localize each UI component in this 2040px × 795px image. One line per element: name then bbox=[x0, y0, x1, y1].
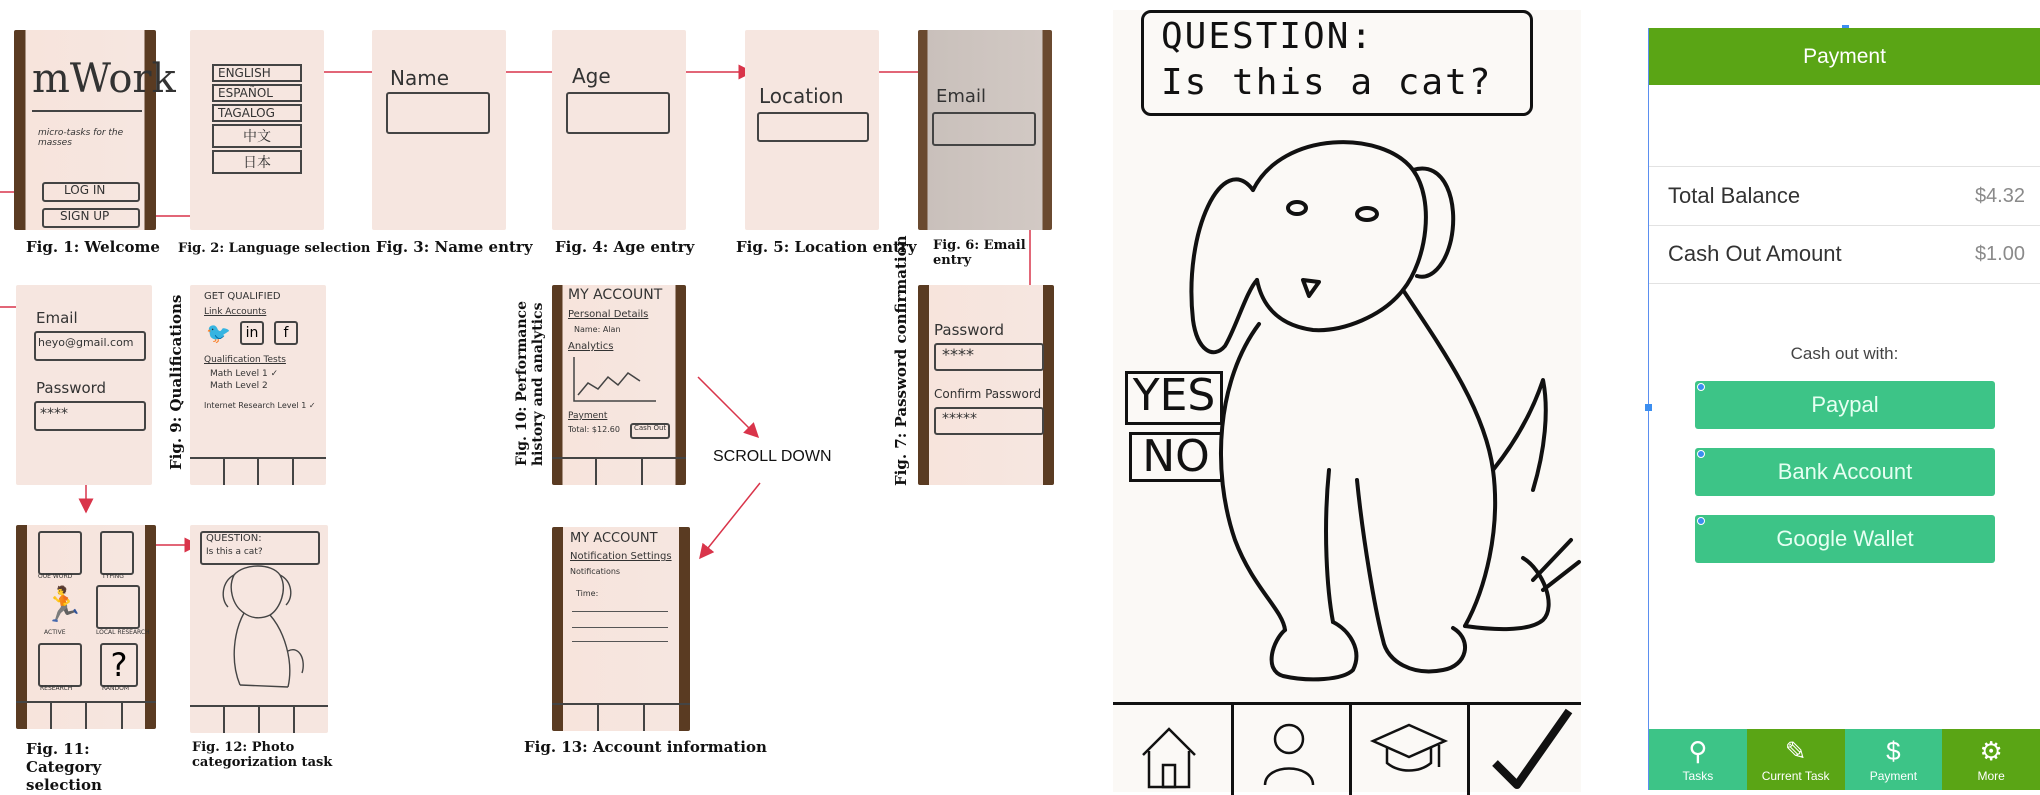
fig7-caption: Fig. 7: Password confirmation bbox=[892, 235, 910, 486]
fig10-account-sketch: MY ACCOUNT Personal Details Name: Alan Analytics Payment Total: $12.60 Cash Out bbox=[552, 285, 686, 485]
large-photo-task-sketch bbox=[1113, 10, 1581, 792]
no-button[interactable]: NO bbox=[1129, 432, 1223, 482]
graduation-cap-icon[interactable] bbox=[1369, 719, 1449, 779]
fig11-caption: Fig. 11: Category selection bbox=[26, 740, 102, 794]
question-title: QUESTION: bbox=[1161, 16, 1375, 57]
sketch-nav bbox=[190, 457, 326, 485]
dog-drawing bbox=[214, 561, 310, 701]
fig5-location-sketch: Location bbox=[745, 30, 879, 230]
language-spanish[interactable]: ESPAÑOL bbox=[212, 84, 302, 102]
fig2-caption: Fig. 2: Language selection bbox=[178, 241, 371, 256]
fig9-qualifications-sketch: GET QUALIFIED Link Accounts 🐦 in f Qualification Tests Math Level 1 ✓ Math Level 2 Internet Research Level 1 ✓ bbox=[190, 285, 326, 485]
fig12-caption: Fig. 12: Photo categorization task bbox=[192, 740, 333, 770]
fig10-caption: Fig. 10: Performance history and analytics bbox=[514, 301, 546, 466]
tab-more[interactable]: ⚙ More bbox=[1942, 729, 2040, 790]
running-icon[interactable]: 🏃 bbox=[42, 585, 85, 625]
home-icon[interactable] bbox=[1139, 725, 1199, 791]
question-text: Is this a cat? bbox=[1161, 62, 1493, 103]
checkmark-icon[interactable] bbox=[1485, 705, 1575, 795]
fig1-caption: Fig. 1: Welcome bbox=[26, 238, 160, 256]
analytics-graph bbox=[570, 355, 660, 405]
fig1-welcome-sketch: mWork micro-tasks for the masses LOG IN SIGN UP bbox=[14, 30, 156, 230]
fig7-password-sketch: Password **** Confirm Password ***** bbox=[918, 285, 1054, 485]
language-chinese[interactable]: 中文 bbox=[212, 124, 302, 148]
paypal-button[interactable]: Paypal bbox=[1695, 381, 1995, 429]
tagline: micro-tasks for the masses bbox=[38, 128, 124, 148]
app-logo: mWork bbox=[32, 56, 176, 102]
page-title: Payment bbox=[1649, 28, 2040, 85]
tab-current-task[interactable]: ✎ Current Task bbox=[1747, 729, 1845, 790]
sketch-nav bbox=[552, 703, 690, 731]
sketch-nav bbox=[16, 701, 156, 729]
cash-out-label: Cash out with: bbox=[1790, 344, 1899, 363]
arrow-fig10-to-scroll bbox=[698, 377, 758, 437]
yes-button[interactable]: YES bbox=[1125, 371, 1223, 425]
age-input[interactable] bbox=[566, 92, 670, 134]
email-input[interactable] bbox=[932, 112, 1036, 146]
category-local-research[interactable] bbox=[96, 585, 140, 629]
language-japanese[interactable]: 日本 bbox=[212, 150, 302, 174]
facebook-icon[interactable]: f bbox=[274, 321, 298, 345]
gear-icon: ⚙ bbox=[1979, 736, 2003, 766]
tab-payment[interactable]: $ Payment bbox=[1845, 729, 1943, 790]
sketch-nav bbox=[190, 705, 328, 733]
search-icon: ⚲ bbox=[1688, 736, 1708, 766]
tab-bar bbox=[1649, 729, 2040, 790]
fig8-login-sketch: Email heyo@gmail.com Password **** bbox=[16, 285, 152, 485]
fig12-photo-task-sketch: QUESTION: Is this a cat? bbox=[190, 525, 328, 733]
location-input[interactable] bbox=[757, 112, 869, 142]
tab-tasks[interactable]: ⚲ Tasks bbox=[1649, 729, 1747, 790]
fig6-email-sketch: Email bbox=[918, 30, 1052, 230]
dollar-icon: $ bbox=[1886, 736, 1901, 766]
twitter-icon[interactable]: 🐦 bbox=[206, 321, 231, 345]
fig6-caption: Fig. 6: Email entry bbox=[933, 238, 1026, 268]
category-research[interactable] bbox=[38, 643, 82, 687]
scroll-down-label: SCROLL DOWN bbox=[713, 448, 832, 465]
category-word[interactable] bbox=[38, 531, 82, 575]
total-balance-row: Total Balance $4.32 bbox=[1649, 166, 2040, 226]
fig5-caption: Fig. 5: Location entry bbox=[736, 238, 917, 256]
sketch-nav bbox=[552, 457, 686, 485]
arrow-scroll-to-fig13 bbox=[700, 483, 760, 558]
linkedin-icon[interactable]: in bbox=[240, 321, 264, 345]
cash-out-amount-row[interactable]: Cash Out Amount $1.00 bbox=[1649, 225, 2040, 284]
fig13-caption: Fig. 13: Account information bbox=[524, 738, 767, 756]
pencil-icon: ✎ bbox=[1784, 736, 1807, 766]
fig4-caption: Fig. 4: Age entry bbox=[555, 238, 695, 256]
bottom-nav bbox=[1113, 702, 1581, 795]
category-random[interactable]: ? bbox=[100, 643, 138, 687]
fig2-language-sketch bbox=[190, 30, 324, 230]
language-english[interactable]: ENGLISH bbox=[212, 64, 302, 82]
google-wallet-button[interactable]: Google Wallet bbox=[1695, 515, 1995, 563]
name-input[interactable] bbox=[386, 92, 490, 134]
fig3-name-sketch: Name bbox=[372, 30, 506, 230]
fig11-category-sketch: OUE WORD TYPING 🏃 ACTIVE LOCAL RESEARCH RESEARCH ? RANDOM bbox=[16, 525, 156, 729]
language-tagalog[interactable]: TAGALOG bbox=[212, 104, 302, 122]
fig4-age-sketch: Age bbox=[552, 30, 686, 230]
profile-icon[interactable] bbox=[1259, 719, 1319, 789]
fig3-caption: Fig. 3: Name entry bbox=[376, 238, 533, 256]
bank-account-button[interactable]: Bank Account bbox=[1695, 448, 1995, 496]
category-typing[interactable] bbox=[100, 531, 134, 575]
payment-screen-mockup bbox=[1648, 28, 2040, 790]
fig13-account-info-sketch: MY ACCOUNT Notification Settings Notifications Time: bbox=[552, 527, 690, 731]
language-list bbox=[212, 64, 302, 174]
fig9-caption: Fig. 9: Qualifications bbox=[167, 294, 185, 470]
